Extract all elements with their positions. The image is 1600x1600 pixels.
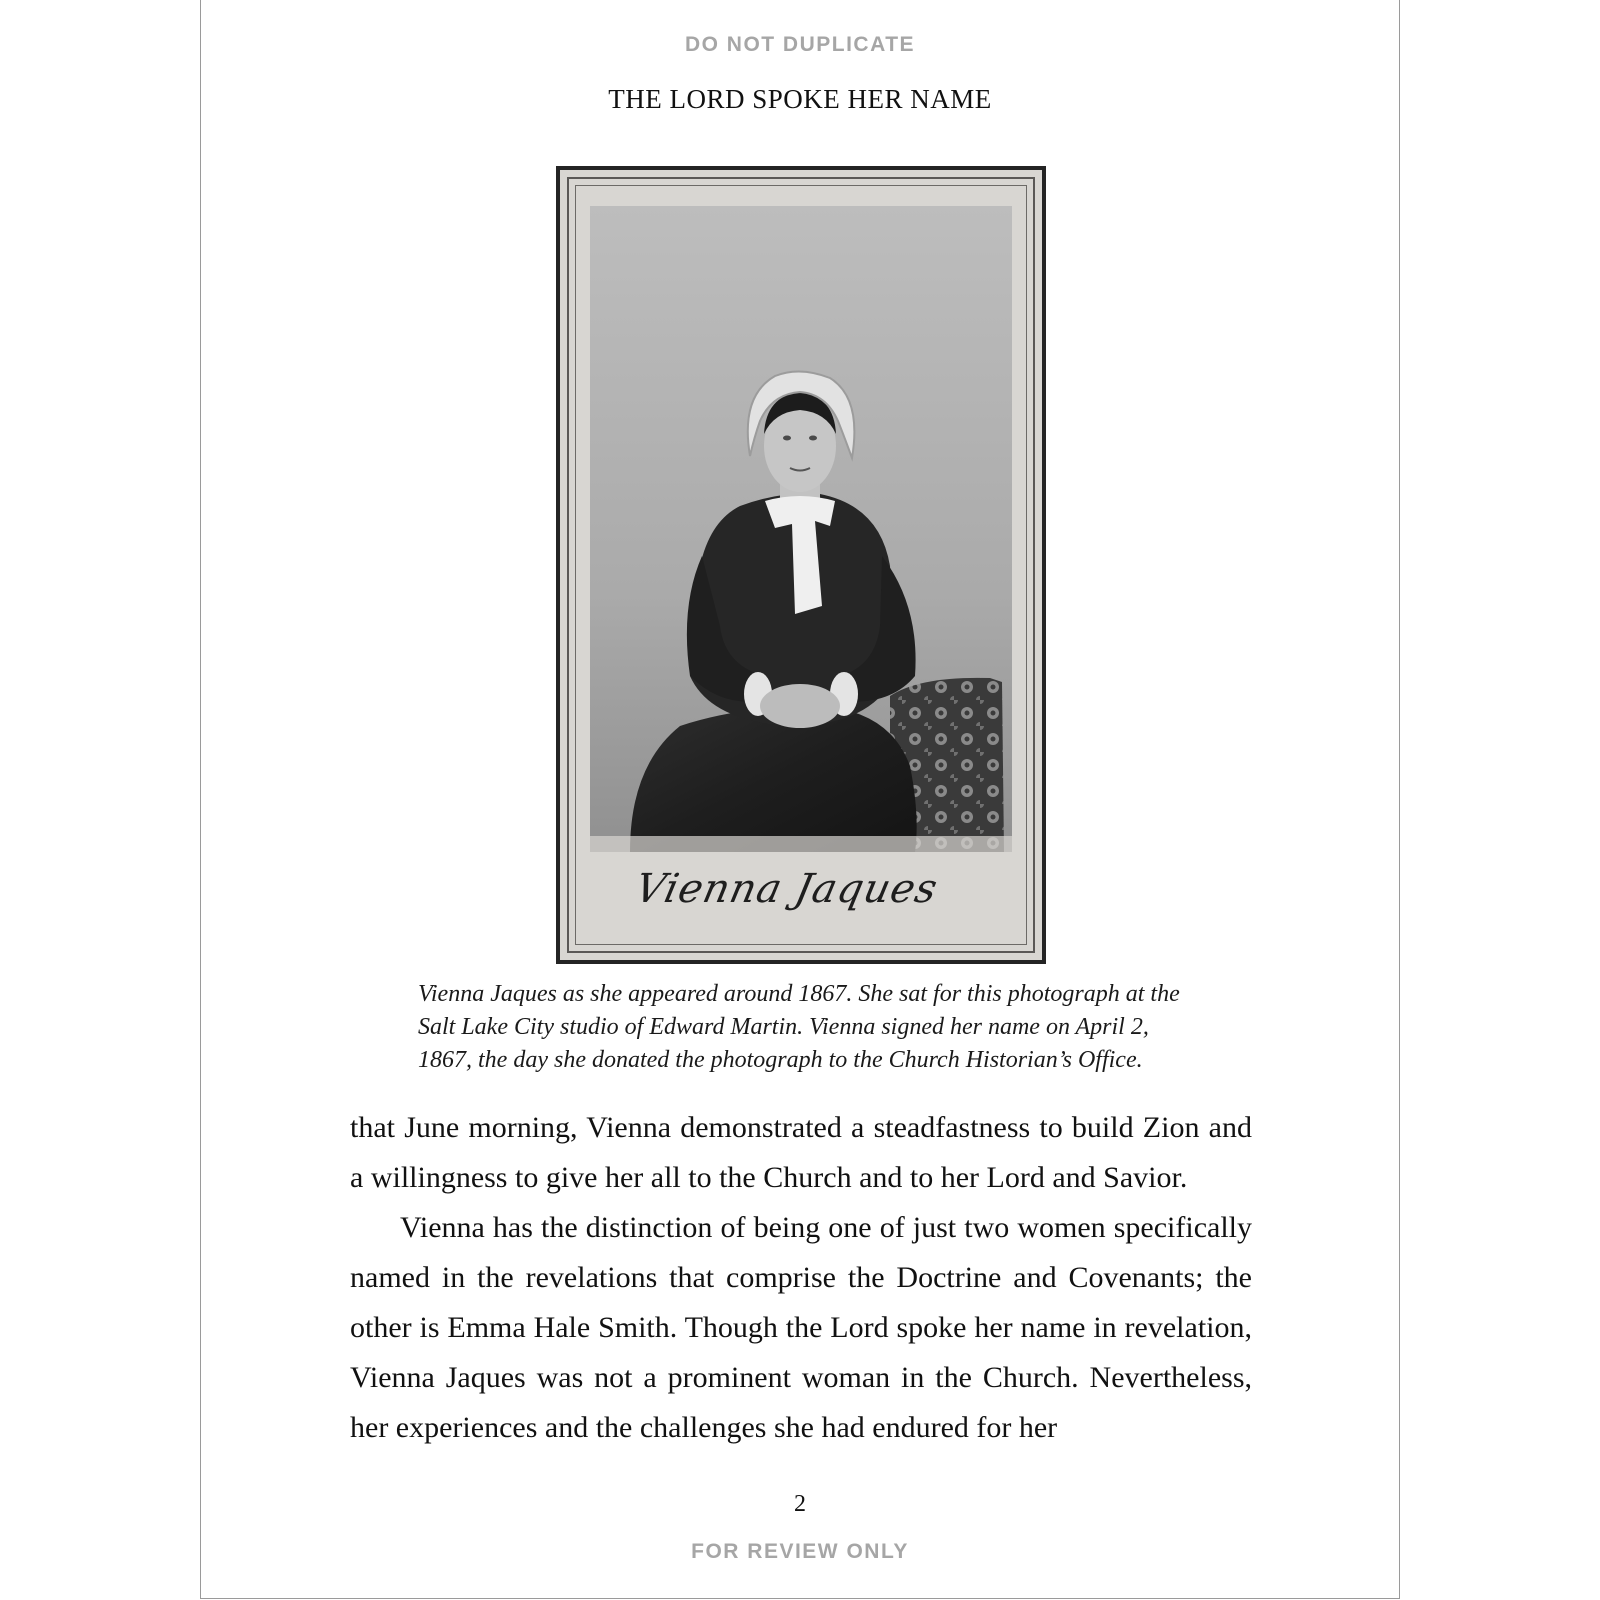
body-paragraph-1: that June morning, Vienna demonstrated a steadfastness to build Zion and a willingness to give her all to the Church and to her Lord and Savior. xyxy=(350,1111,1252,1194)
watermark-for-review-only: FOR REVIEW ONLY xyxy=(691,1540,909,1563)
running-header-title: THE LORD SPOKE HER NAME xyxy=(608,84,992,114)
page-number: 2 xyxy=(794,1491,806,1517)
watermark-do-not-duplicate: DO NOT DUPLICATE xyxy=(684,33,916,56)
clasped-hands xyxy=(760,684,840,728)
caption-line-3: 1867, the day she donated the photograph to the Church Historian’s Office. xyxy=(418,1047,1143,1073)
caption-line-2: Salt Lake City studio of Edward Martin. Vienna signed her name on April 2, xyxy=(418,1014,1149,1040)
photo-bottom-fade xyxy=(590,836,1012,852)
photo-caption xyxy=(418,978,1208,1077)
left-eye xyxy=(783,436,791,441)
right-eye xyxy=(809,436,817,441)
caption-line-1: Vienna Jaques as she appeared around 1867. She sat for this photograph at the xyxy=(418,981,1180,1007)
portrait-image xyxy=(590,206,1012,852)
body-paragraph-2: Vienna has the distinction of being one of just two women specifically named in the revelations that comprise the Doctrine and Covenants; the other is Emma Hale Smith. Though the Lord spoke her name in revelation, Vienna Jaques was not a prominent woman in the Church. Nevertheless, her experiences and the challenges she had endured for her xyxy=(350,1211,1252,1444)
portrait-photograph-card xyxy=(556,166,1046,964)
handwritten-signature: Vienna Jaques xyxy=(631,866,943,912)
body-text xyxy=(350,1103,1252,1453)
